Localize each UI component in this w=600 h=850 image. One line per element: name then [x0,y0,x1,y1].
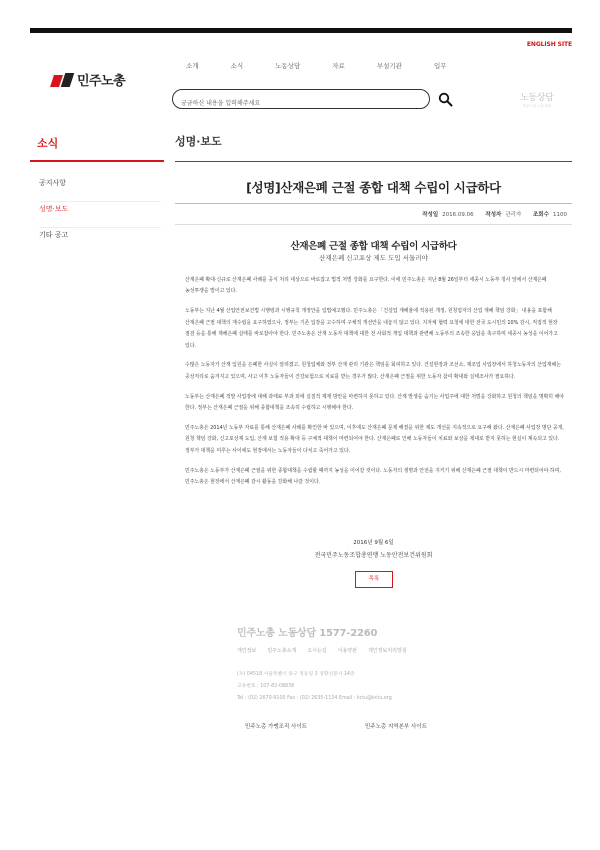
footer-contact: Tel : (02) 2670-9100 Fax : (02) 2635-1134 Email : kctu@kctu.org [237,696,392,701]
sidebar-item-other-notices[interactable]: 기타 공고 [39,231,69,239]
list-button[interactable]: 목록 [355,571,393,588]
search-icon[interactable] [438,92,453,107]
page-title-divider [175,161,572,162]
nav-item-work[interactable]: 입무 [433,62,447,70]
counsel-title: 노동상담 [520,93,554,103]
post-meta [422,210,567,218]
footer-links [237,647,418,654]
top-bar [30,28,572,33]
paragraph: 민주노총은 2014년 노동부 자료를 통해 산재은폐 사례를 확인한 바 있으며, 이후에도 산재은폐 문제 해결을 위한 제도 개선을 지속적으로 요구해 왔다. 산재은폐 사업장 명단 공개, 원청 책임 강화, 신고포상제 도입, 산재 보험 적용 확대 등 구체적 대책이 마련되어야 한다. 산재은폐로 인해 노동자들이 치료와 보상을 제대로 받지 못하는 현실이 계속되고 있다. 정부가 대책을 미루는 사이에도 현장에서는 노동자들이 다치고 죽어가고 있다. [185,425,564,454]
nav-item-news[interactable]: 소식 [230,62,244,70]
footer-registration: 고유번호 : 107-82-08838 [237,684,295,689]
post-views: 1100 [553,212,567,218]
footer-address: (우) 04518 서울특별시 중구 정동길 3 경향신문사 14층 [237,672,355,677]
affiliate-sites-link[interactable]: 민주노총 가맹조직 사이트 [245,724,307,730]
regional-sites-link[interactable]: 민주노총 지역본부 사이트 [364,724,427,730]
date-label: 작성일 [422,212,439,218]
statement-date: 2016년 9월 6일 [353,540,394,546]
footer-sites [245,722,485,730]
statement-organization: 전국민주노동조합총연맹 노동안전보건위원회 [314,552,433,559]
nav-item-about[interactable]: 소개 [186,62,199,70]
paragraph: 산재은폐 확대·신규로 산재은폐 사례를 공식 처리 대상으로 바로잡고 법적 처벌 강화를 요구한다. 이에 민주노총은 지난 8월 26일부터 세종시 노동부 청사 앞에서 산재은폐 농성투쟁을 벌이고 있다. [185,277,547,295]
page-title: 성명·보도 [175,135,222,148]
post-title-divider [175,203,572,204]
footer-link-terms[interactable]: 이용약관 [337,648,357,654]
sidebar-title: 소식 [37,137,59,150]
post-author: 관리자 [505,212,522,218]
search-box [172,89,430,109]
sidebar-item-statements[interactable]: 성명·보도 [39,202,161,228]
footer-phone: 민주노총 노동상담 1577-2260 [237,628,378,639]
sidebar-item-notice[interactable]: 공지사항 [39,176,161,202]
counsel-banner[interactable] [520,90,554,109]
paragraph: 노동부는 산재은폐 적발 사업장에 대해 과태료 부과 외에 실질적 제재 방안을 마련하지 못하고 있다. 산재 발생을 숨기는 사업주에 대한 처벌을 강화하고 원청의 책임을 명확히 해야 한다. 정부는 산재은폐 근절을 위해 종합대책을 조속히 수립하고 시행해야 한다. [185,393,565,412]
footer-link-directions[interactable]: 오시는길 [307,648,327,654]
paragraph: 수많은 노동자가 산재 입원을 은폐한 사실이 알려졌고, 원청업체와 정부 산재 관리 기관은 책임을 회피하고 있다. 건설현장과 조선소, 제조업 사업장에서 하청노동자의 산업재해는 공상처리로 숨겨지고 있으며, 사고 이후 노동자들이 건강보험으로 치료를 받는 경우가 많다. 산재은폐 근절을 위한 노동자 참여 확대와 실태조사가 필요하다. [185,362,561,380]
logo[interactable] [52,70,125,89]
logo-text: 민주노총 [77,74,126,89]
footer-link-privacy-policy[interactable]: 개인정보처리방침 [367,648,407,654]
statement-subheading: 산재은폐 신고포상 제도 도입 서둘러야 [319,254,428,262]
paragraph: 민주노총은 노동부가 산재은폐 근절을 위한 종합대책을 수립할 때까지 농성을 이어갈 것이다. 노동자의 생명과 안전을 지키기 위해 산재은폐 근절 대책이 반드시 마련되어야 하며, 민주노총은 현장에서 산재은폐 감시 활동을 강화해 나갈 것이다. [185,467,561,486]
statement-heading: 산재은폐 근절 종합 대책 수립이 시급하다 [290,241,457,252]
english-site-link[interactable]: ENGLISH SITE [526,41,572,48]
logo-mark-icon [52,73,74,87]
sidebar-menu [39,176,161,254]
paragraph: 노동부는 지난 4월 산업안전보건법 시행령과 시행규칙 개정안을 입법예고했다. 민주노총은 「건설업 재해율에 적용된 개정, 원청업자의 산업 재해 책임 강화」 내용을 포함해 산재은폐 근절 대책의 재수립을 요구하였으나, 정부는 기존 입장을 고수하며 구체적 개선안을 내놓지 않고 있다. 지자체 협력 요청에 대한 전국 도시민의 10% 감시, 직접적 현장 점검 등을 통해 재해은폐 실태를 바로잡아야 한다. 민주노총은 산재 노동자 대책에 대한 전 사회적 개입 대책과 관련해 노동부의 조속한 응답을 촉구하며 세종시 농성을 이어가고 있다. [185,308,558,349]
nav-item-archive[interactable]: 자료 [332,62,345,70]
sidebar-divider [30,160,164,162]
meta-divider [175,224,572,225]
footer-info [237,669,392,705]
nav-item-affiliates[interactable]: 부설기관 [376,62,402,70]
nav-item-counsel[interactable]: 노동상담 [275,62,301,70]
main-nav [186,61,479,70]
footer-link-about[interactable]: 민주노총소개 [267,648,297,654]
counsel-subtitle: 민주노총 노동상담 [522,104,551,108]
search-input[interactable] [173,95,413,113]
statement-body [185,275,565,497]
author-label: 작성자 [485,212,502,218]
post-date: 2016.09.06 [442,212,474,218]
views-label: 조회수 [533,212,549,218]
footer-link-privacy[interactable]: 개인정보 [237,648,257,654]
post-title: [성명]산재은폐 근절 종합 대책 수립이 시급하다 [246,180,501,195]
